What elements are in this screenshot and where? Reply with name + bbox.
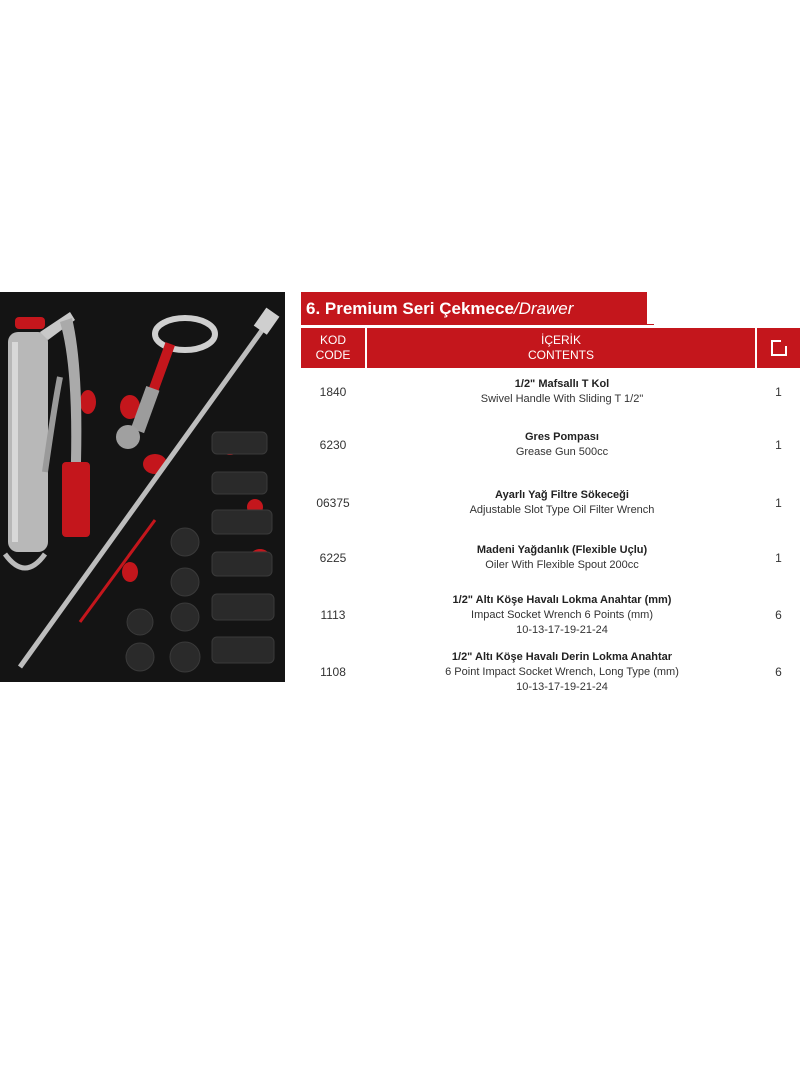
table-row bbox=[301, 543, 800, 575]
item-code: 1113 bbox=[320, 608, 346, 622]
item-description bbox=[367, 488, 757, 518]
table-row bbox=[301, 650, 800, 696]
item-quantity: 1 bbox=[775, 385, 782, 399]
item-name-en: Swivel Handle With Sliding T 1/2" bbox=[480, 393, 644, 405]
table-row bbox=[301, 430, 800, 462]
item-code: 6230 bbox=[319, 438, 347, 452]
header-contents-en: CONTENTS bbox=[528, 348, 594, 362]
title-italic: /Drawer bbox=[513, 298, 574, 318]
item-description bbox=[367, 430, 757, 460]
item-name-en: Impact Socket Wrench 6 Points (mm) bbox=[471, 609, 653, 621]
item-name-tr: 1/2" Altı Köşe Havalı Lokma Anahtar (mm) bbox=[452, 594, 672, 606]
item-sizes: 10-13-17-19-21-24 bbox=[516, 681, 608, 693]
item-name-en: Adjustable Slot Type Oil Filter Wrench bbox=[469, 504, 655, 516]
item-code: 1840 bbox=[319, 385, 347, 399]
item-code: 06375 bbox=[316, 496, 350, 510]
item-description bbox=[367, 543, 757, 573]
item-quantity: 6 bbox=[775, 665, 782, 679]
grease-gun-shape bbox=[5, 312, 90, 568]
header-code-en: CODE bbox=[315, 348, 351, 362]
table-row bbox=[301, 488, 800, 520]
item-quantity: 1 bbox=[775, 438, 782, 452]
item-name-tr: Madeni Yağdanlık (Flexible Uçlu) bbox=[476, 544, 648, 556]
title-underline bbox=[301, 324, 654, 325]
header-code-tr: KOD bbox=[319, 333, 346, 347]
item-sizes: 10-13-17-19-21-24 bbox=[516, 624, 608, 636]
header-contents bbox=[367, 328, 755, 368]
drawer-photo bbox=[0, 292, 285, 682]
item-description bbox=[367, 650, 757, 695]
item-description bbox=[367, 593, 757, 638]
drawer-illustration bbox=[0, 292, 285, 682]
item-code: 6225 bbox=[319, 551, 347, 565]
header-quantity bbox=[757, 328, 800, 368]
drawer-title bbox=[301, 292, 647, 325]
item-quantity: 1 bbox=[775, 496, 782, 510]
header-code bbox=[301, 328, 365, 368]
table-row bbox=[301, 377, 800, 409]
item-name-tr: Gres Pompası bbox=[525, 431, 599, 443]
box-icon bbox=[771, 340, 787, 356]
item-name-tr: 1/2" Mafsallı T Kol bbox=[514, 378, 610, 390]
item-name-tr: Ayarlı Yağ Filtre Sökeceği bbox=[495, 489, 629, 501]
item-description bbox=[367, 377, 757, 407]
item-name-tr: 1/2" Altı Köşe Havalı Derin Lokma Anahtar bbox=[451, 651, 673, 663]
table-row bbox=[301, 593, 800, 639]
header-contents-tr: İÇERİK bbox=[540, 333, 581, 347]
item-code: 1108 bbox=[320, 665, 346, 679]
title-bold: 6. Premium Seri Çekmece bbox=[306, 298, 514, 318]
item-name-en: 6 Point Impact Socket Wrench, Long Type (mm) bbox=[445, 666, 679, 678]
item-quantity: 1 bbox=[775, 551, 782, 565]
item-name-en: Grease Gun 500cc bbox=[515, 446, 609, 458]
item-quantity: 6 bbox=[775, 608, 782, 622]
item-name-en: Oiler With Flexible Spout 200cc bbox=[485, 559, 639, 571]
